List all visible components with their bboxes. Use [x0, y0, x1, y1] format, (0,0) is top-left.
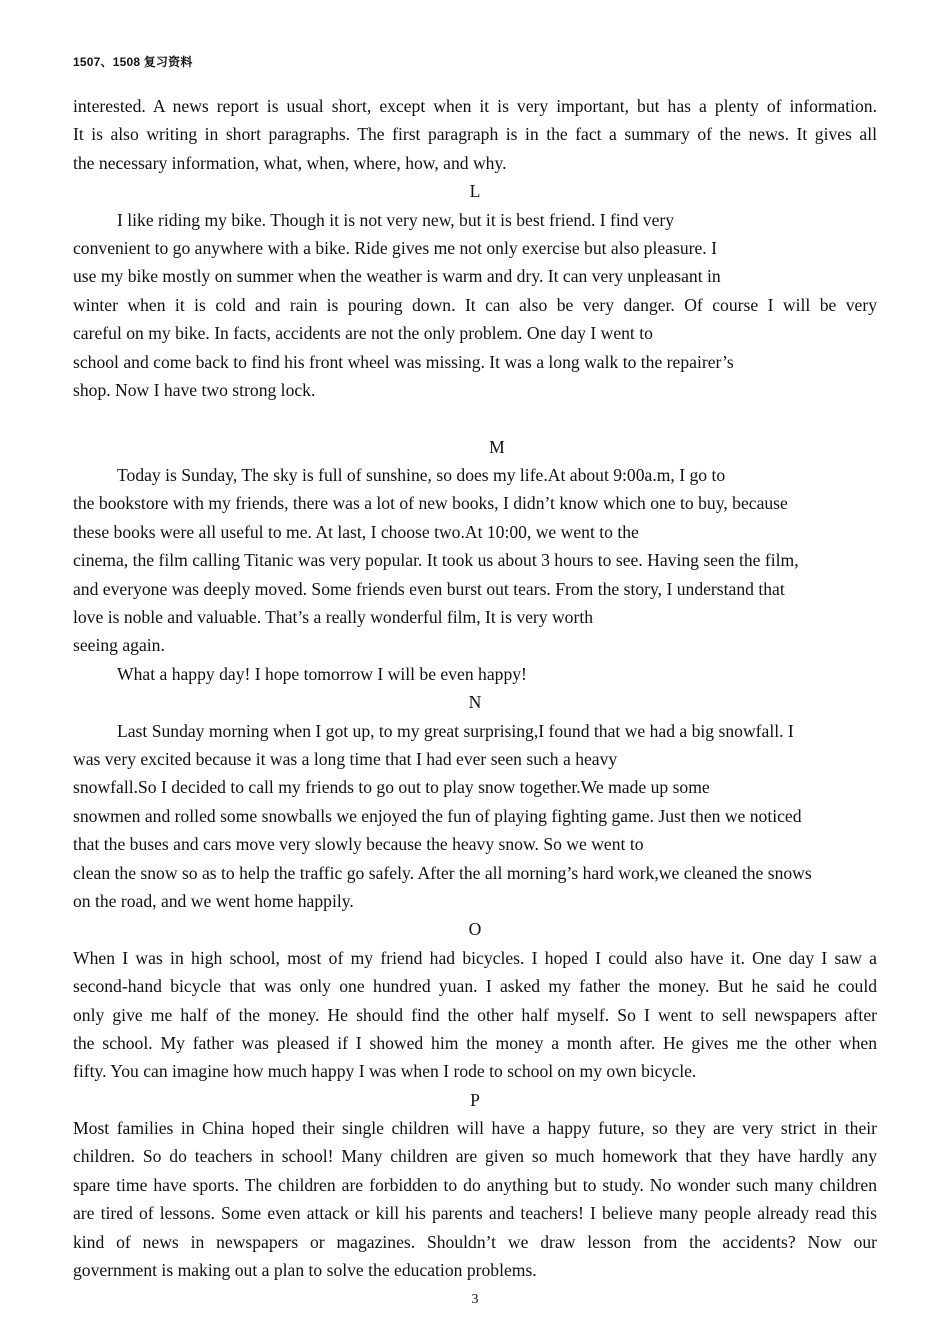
- text-line: What a happy day! I hope tomorrow I will be even happy!: [117, 663, 527, 684]
- text-line: fifty. You can imagine how much happy I was when I rode to school on my own bicycle.: [73, 1061, 697, 1082]
- text-line: shop. Now I have two strong lock.: [73, 379, 316, 400]
- text-line: the necessary information, what, when, where, how, and why.: [73, 152, 507, 173]
- text-line: It is also writing in short paragraphs. The first paragraph is in the fact a summary of the news. It gives all: [73, 124, 877, 145]
- text-line: winter when it is cold and rain is pouring down. It can also be very danger. Of course I will be very: [73, 294, 877, 315]
- section-heading: L: [469, 181, 481, 202]
- text-line: cinema, the film calling Titanic was very popular. It took us about 3 hours to see. Having seen the film,: [73, 550, 799, 571]
- text-line: convenient to go anywhere with a bike. Ride gives me not only exercise but also pleasure. I: [73, 237, 717, 258]
- text-line: only give me half of the money. He should find the other half myself. So I went to sell newspapers after: [73, 1004, 877, 1025]
- text-line: snowfall.So I decided to call my friends to go out to play snow together.We made up some: [73, 777, 710, 798]
- text-line: clean the snow so as to help the traffic go safely. After the all morning’s hard work,we cleaned the snows: [73, 862, 812, 883]
- section-p: [73, 1086, 877, 1285]
- text-line: the school. My father was pleased if I showed him the money a month after. He gives me the other when: [73, 1032, 877, 1053]
- text-line: love is noble and valuable. That’s a really wonderful film, It is very worth: [73, 607, 594, 628]
- text-line: these books were all useful to me. At last, I choose two.At 10:00, we went to the: [73, 521, 639, 542]
- text-line: seeing again.: [73, 635, 165, 656]
- text-line: kind of news in newspapers or magazines. Shouldn’t we draw lesson from the accidents? Now our: [73, 1231, 877, 1252]
- text-line: I like riding my bike. Though it is not very new, but it is best friend. I find very: [117, 209, 675, 230]
- text-line: was very excited because it was a long time that I had ever seen such a heavy: [73, 748, 618, 769]
- text-line: children. So do teachers in school! Many children are given so much homework that they have hardly any: [73, 1146, 877, 1167]
- section-m: [73, 433, 877, 689]
- document-header: 1507、1508 复习资料: [73, 55, 193, 69]
- section-o: [73, 915, 877, 1085]
- section-n: [73, 688, 877, 915]
- intro-paragraph: [73, 92, 877, 177]
- text-line: spare time have sports. The children are forbidden to do anything but to study. No wonder such many children: [73, 1174, 877, 1195]
- text-line: interested. A news report is usual short, except when it is very important, but has a plenty of information.: [73, 96, 877, 116]
- text-line: snowmen and rolled some snowballs we enjoyed the fun of playing fighting game. Just then we noticed: [73, 805, 802, 826]
- blank-line: [73, 404, 877, 432]
- text-line: are tired of lessons. Some even attack or kill his parents and teachers! I believe many people already read this: [73, 1203, 877, 1224]
- text-line: school and come back to find his front wheel was missing. It was a long walk to the repairer’s: [73, 351, 734, 372]
- text-line: that the buses and cars move very slowly because the heavy snow. So we went to: [73, 834, 644, 855]
- text-line: on the road, and we went home happily.: [73, 890, 354, 911]
- section-heading: N: [468, 692, 482, 713]
- text-line: and everyone was deeply moved. Some friends even burst out tears. From the story, I understand that: [73, 578, 785, 599]
- section-heading: O: [468, 919, 482, 940]
- text-line: use my bike mostly on summer when the weather is warm and dry. It can very unpleasant in: [73, 266, 721, 287]
- text-line: Last Sunday morning when I got up, to my great surprising,I found that we had a big snowfall. I: [117, 720, 794, 741]
- text-line: government is making out a plan to solve the education problems.: [73, 1260, 537, 1281]
- section-l: [73, 177, 877, 404]
- page-body: [73, 92, 877, 1284]
- text-line: When I was in high school, most of my friend had bicycles. I hoped I could also have it. One day I saw a: [73, 947, 877, 968]
- text-line: careful on my bike. In facts, accidents are not the only problem. One day I went to: [73, 323, 653, 344]
- section-heading: P: [470, 1089, 480, 1110]
- text-line: the bookstore with my friends, there was a lot of new books, I didn’t know which one to buy, because: [73, 493, 788, 514]
- text-line: second-hand bicycle that was only one hundred yuan. I asked my father the money. But he said he could: [73, 976, 877, 997]
- section-heading: M: [489, 436, 505, 457]
- page-number: 3: [471, 1292, 479, 1307]
- text-line: Most families in China hoped their single children will have a happy future, so they are very strict in their: [73, 1118, 877, 1139]
- text-line: Today is Sunday, The sky is full of sunshine, so does my life.At about 9:00a.m, I go to: [117, 465, 726, 486]
